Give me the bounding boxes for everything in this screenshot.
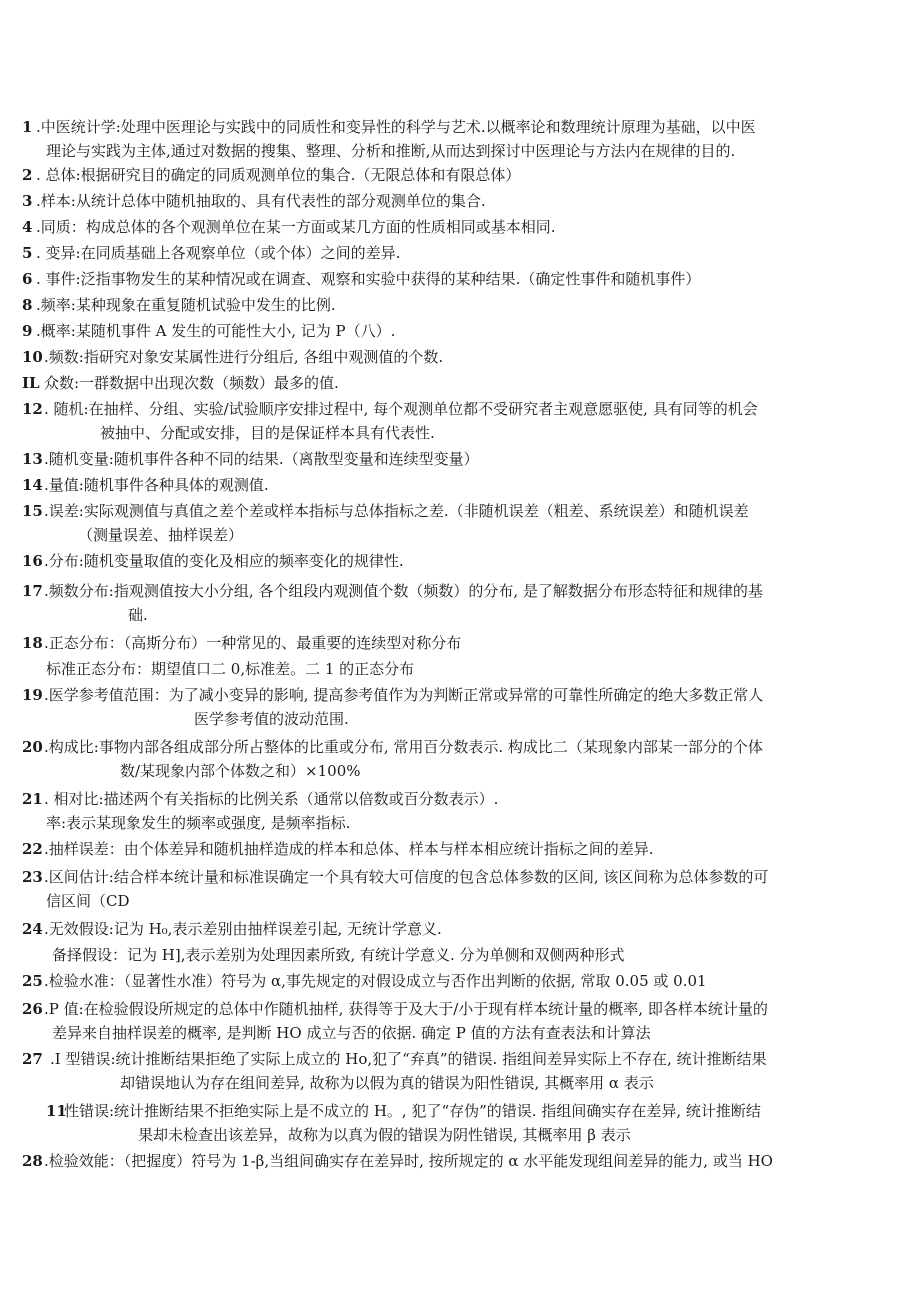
entry-text: .医学参考值范围：为了减小变异的影响, 提高参考值作为为判断正常或异常的可靠性所确定的绝大多数正常人 (44, 686, 764, 704)
entry-text: 医学参考值的波动范围. (194, 710, 349, 728)
entry-text: 众数:一群数据中出现次数（频数）最多的值. (44, 374, 339, 392)
entry-text: . 总体:根据研究目的确定的同质观测单位的集合.（无限总体和有限总体） (36, 166, 521, 184)
entry-text: . 事件:泛指事物发生的某种情况或在调查、观察和实验中获得的某种结果.（确定性事件和随机事件） (36, 270, 701, 288)
entry-number: 13 (22, 450, 43, 468)
entry-text: 信区间（CD (46, 892, 130, 910)
entry-text: 果却未检查出该差异，故称为以真为假的错误为阴性错误, 其概率用 β 表示 (138, 1126, 631, 1144)
entry-text: .区间估计:结合样本统计量和标准误确定一个具有较大可信度的包含总体参数的区间, 该区间称为总体参数的可 (44, 868, 769, 886)
entry-number: 19 (22, 686, 43, 704)
entry-number: 25 (22, 972, 43, 990)
entry-number: 23 (22, 868, 43, 886)
entry-number: 1 (22, 118, 33, 136)
entry-text: .频数分布:指观测值按大小分组, 各个组段内观测值个数（频数）的分布, 是了解数据分布形态特征和规律的基 (44, 582, 763, 600)
entry-number: 26 (22, 1000, 43, 1018)
entry-number: 21 (22, 790, 43, 808)
entry-text: .同质：构成总体的各个观测单位在某一方面或某几方面的性质相同或基本相同. (36, 218, 556, 236)
entry-text: （测量误差、抽样误差） (78, 526, 244, 544)
entry-number: 5 (22, 244, 33, 262)
entry-text: .构成比:事物内部各组成部分所占整体的比重或分布, 常用百分数表示. 构成比二（某现象内部某一部分的个体 (44, 738, 763, 756)
entry-text: 性错误:统计推断结果不拒绝实际上是不成立的 H。, 犯了“存伪”的错误. 指组间确实存在差异, 统计推断结 (64, 1102, 761, 1120)
entry-text: .抽样误差：由个体差异和随机抽样造成的样本和总体、样本与样本相应统计指标之间的差异. (44, 840, 654, 858)
entry-text: . 变异:在同质基础上各观察单位（或个体）之间的差异. (36, 244, 401, 262)
entry-number: IL (22, 374, 40, 392)
entry-text: . 随机:在抽样、分组、实验/试验顺序安排过程中, 每个观测单位都不受研究者主观意愿驱使, 具有同等的机会 (44, 400, 758, 418)
entry-text: .随机变量:随机事件各种不同的结果.（离散型变量和连续型变量） (44, 450, 479, 468)
entry-text: .频率:某种现象在重复随机试验中发生的比例. (36, 296, 336, 314)
entry-text: .中医统计学:处理中医理论与实践中的同质性和变异性的科学与艺术.以概率论和数理统计原理为基础，以中医 (36, 118, 756, 136)
entry-text: 标准正态分布：期望值口二 0,标准差。二 1 的正态分布 (46, 660, 415, 678)
entry-number: 9 (22, 322, 33, 340)
entry-text: .正态分布：（高斯分布）一种常见的、最重要的连续型对称分布 (44, 634, 462, 652)
entry-number: 3 (22, 192, 33, 210)
entry-text: .P 值:在检验假设所规定的总体中作随机抽样, 获得等于及大于/小于现有样本统计量的概率, 即各样本统计量的 (44, 1000, 768, 1018)
entry-text: 却错误地认为存在组间差异, 故称为以假为真的错误为阳性错误, 其概率用 α 表示 (120, 1074, 654, 1092)
entry-number: 11 (46, 1102, 67, 1120)
entry-text: .无效假设:记为 H₀,表示差别由抽样误差引起, 无统计学意义. (44, 920, 442, 938)
entry-number: 15 (22, 502, 43, 520)
entry-number: 18 (22, 634, 43, 652)
entry-number: 10 (22, 348, 43, 366)
entry-number: 2 (22, 166, 33, 184)
entry-text: .频数:指研究对象安某属性进行分组后, 各组中观测值的个数. (44, 348, 444, 366)
entry-text: .样本:从统计总体中随机抽取的、具有代表性的部分观测单位的集合. (36, 192, 486, 210)
entry-number: 22 (22, 840, 43, 858)
entry-text: 备择假设：记为 H],表示差别为处理因素所致, 有统计学意义. 分为单侧和双侧两种形式 (52, 946, 625, 964)
entry-text: .I 型错误:统计推断结果拒绝了实际上成立的 Ho,犯了“弃真”的错误. 指组间差异实际上不存在, 统计推断结果 (50, 1050, 767, 1068)
entry-text: 被抽中、分配或安排，目的是保证样本具有代表性. (100, 424, 435, 442)
entry-text: .检验水准：（显著性水准）符号为 α,事先规定的对假设成立与否作出判断的依据, 常取 0.05 或 0.01 (44, 972, 707, 990)
entry-number: 8 (22, 296, 33, 314)
entry-number: 20 (22, 738, 43, 756)
entry-number: 6 (22, 270, 33, 288)
entry-number: 28 (22, 1152, 43, 1170)
entry-text: 率:表示某现象发生的频率或强度, 是频率指标. (46, 814, 351, 832)
entry-number: 27 (22, 1050, 43, 1068)
entry-number: 4 (22, 218, 33, 236)
entry-text: 础. (128, 606, 148, 624)
entry-number: 12 (22, 400, 43, 418)
entry-text: 差异来自抽样误差的概率, 是判断 HO 成立与否的依据. 确定 P 值的方法有查表法和计算法 (52, 1024, 651, 1042)
entry-text: . 相对比:描述两个有关指标的比例关系（通常以倍数或百分数表示）. (44, 790, 499, 808)
entry-number: 17 (22, 582, 43, 600)
entry-text: .概率:某随机事件 A 发生的可能性大小, 记为 P（八）. (36, 322, 396, 340)
entry-text: .检验效能：（把握度）符号为 1-β,当组间确实存在差异时, 按所规定的 α 水平能发现组间差异的能力, 或当 HO (44, 1152, 773, 1170)
entry-number: 14 (22, 476, 43, 494)
entry-text: 理论与实践为主体,通过对数据的搜集、整理、分析和推断,从而达到探讨中医理论与方法内在规律的目的. (46, 142, 736, 160)
entry-number: 24 (22, 920, 43, 938)
entry-text: .误差:实际观测值与真值之差个差或样本指标与总体指标之差.（非随机误差（粗差、系统误差）和随机误差 (44, 502, 749, 520)
entry-text: 数/某现象内部个体数之和）×100% (120, 762, 361, 780)
entry-number: 16 (22, 552, 43, 570)
entry-text: .分布:随机变量取值的变化及相应的频率变化的规律性. (44, 552, 404, 570)
entry-text: .量值:随机事件各种具体的观测值. (44, 476, 269, 494)
